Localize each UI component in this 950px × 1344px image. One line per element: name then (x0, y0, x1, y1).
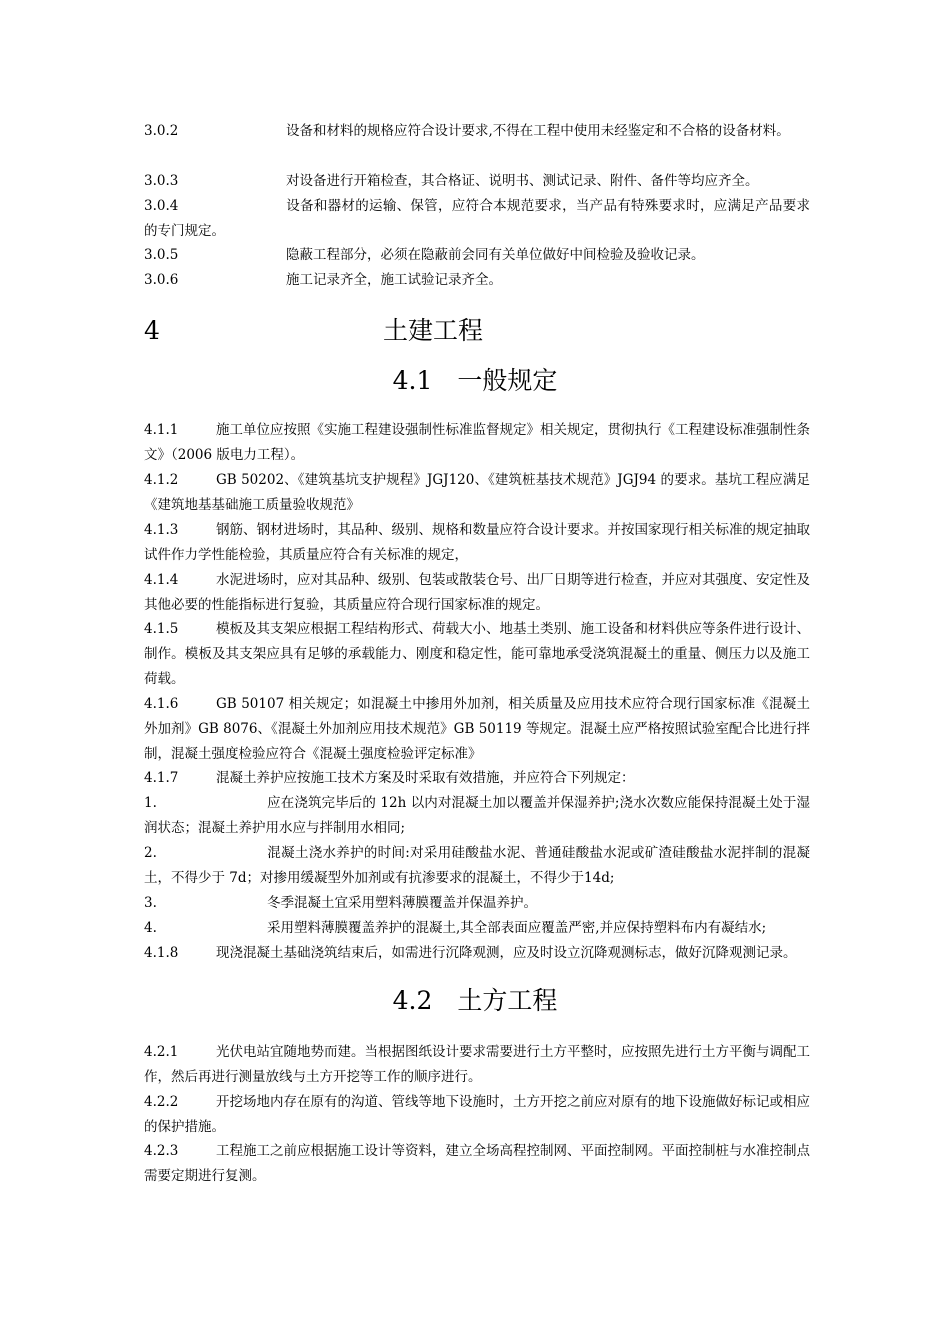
list-number: 3. (144, 895, 157, 911)
clause-3-0-6 (144, 268, 810, 293)
clause-text: 设备和器材的运输、保管，应符合本规范要求，当产品有特殊要求时，应满足产品要求的专门规定。 (144, 198, 810, 239)
list-number: 2. (144, 845, 157, 861)
clause-4-1-6 (144, 692, 810, 767)
list-item-3 (144, 891, 810, 916)
clause-text: 施工单位应按照《实施工程建设强制性标准监督规定》相关规定，贯彻执行《工程建设标准强制性条文》（2006 版电力工程）。 (144, 422, 810, 463)
clause-number: 4.1.3 (144, 522, 179, 538)
clause-number: 4.1.5 (144, 621, 179, 637)
clause-text: 钢筋、钢材进场时，其品种、级别、规格和数量应符合设计要求。并按国家现行相关标准的规定抽取试件作力学性能检验，其质量应符合有关标准的规定， (144, 522, 810, 563)
clause-number: 4.2.3 (144, 1143, 179, 1159)
clause-number: 4.1.1 (144, 422, 179, 438)
clause-4-2-1 (144, 1040, 810, 1090)
section-title-4-2: 4.2 土方工程 (392, 986, 558, 1015)
clause-number: 3.0.6 (144, 272, 179, 288)
clause-3-0-3 (144, 169, 810, 194)
list-text: 采用塑料薄膜覆盖养护的混凝土,其全部表面应覆盖严密,并应保持塑料布内有凝结水; (267, 920, 767, 936)
list-number: 4. (144, 920, 157, 936)
clause-text: 水泥进场时，应对其品种、级别、包装或散装仓号、出厂日期等进行检查，并应对其强度、安定性及其他必要的性能指标进行复验，其质量应符合现行国家标准的规定。 (144, 572, 810, 613)
clause-3-0-5 (144, 243, 810, 268)
list-number: 1. (144, 795, 157, 811)
clause-number: 4.2.2 (144, 1094, 179, 1110)
clause-text: GB 50202、《建筑基坑支护规程》JGJ120、《建筑桩基技术规范》JGJ94 的要求。基坑工程应满足《建筑地基基础施工质量验收规范》 (144, 472, 810, 513)
clause-number: 4.2.1 (144, 1044, 179, 1060)
clause-text: 光伏电站宜随地势而建。当根据图纸设计要求需要进行土方平整时，应按照先进行土方平衡与调配工作，然后再进行测量放线与土方开挖等工作的顺序进行。 (144, 1044, 810, 1085)
list-item-1 (144, 791, 810, 841)
list-text: 冬季混凝土宜采用塑料薄膜覆盖并保温养护。 (267, 895, 537, 911)
clause-text: 隐蔽工程部分，必须在隐蔽前会同有关单位做好中间检验及验收记录。 (286, 247, 705, 263)
clause-text: 设备和材料的规格应符合设计要求,不得在工程中使用未经鉴定和不合格的设备材料。 (286, 123, 790, 139)
clause-text: 施工记录齐全，施工试验记录齐全。 (286, 272, 502, 288)
clause-text: 模板及其支架应根据工程结构形式、荷载大小、地基土类别、施工设备和材料供应等条件进行设计、制作。模板及其支架应具有足够的承载能力、刚度和稳定性，能可靠地承受浇筑混凝土的重量、侧压力以及施工荷载。 (144, 621, 810, 687)
chapter-number: 4 (144, 316, 160, 345)
clause-number: 3.0.5 (144, 247, 179, 263)
clause-number: 4.1.8 (144, 945, 179, 961)
clause-number: 4.1.6 (144, 696, 179, 712)
list-text: 应在浇筑完毕后的 12h 以内对混凝土加以覆盖并保湿养护;浇水次数应能保持混凝土处于湿润状态；混凝土养护用水应与拌制用水相同; (144, 795, 810, 836)
clause-text: 对设备进行开箱检查，其合格证、说明书、测试记录、附件、备件等均应齐全。 (286, 173, 759, 189)
clause-text: 工程施工之前应根据施工设计等资料，建立全场高程控制网、平面控制网。平面控制桩与水准控制点需要定期进行复测。 (144, 1143, 810, 1184)
chapter-title: 土建工程 (383, 316, 484, 345)
clause-3-0-4 (144, 194, 810, 244)
clause-number: 4.1.7 (144, 770, 179, 786)
list-text: 混凝土浇水养护的时间:对采用硅酸盐水泥、普通硅酸盐水泥或矿渣硅酸盐水泥拌制的混凝土，不得少于 7d；对掺用缓凝型外加剂或有抗渗要求的混凝土，不得少于14d; (144, 845, 810, 886)
list-item-2 (144, 841, 810, 891)
clause-text: 现浇混凝土基础浇筑结束后，如需进行沉降观测，应及时设立沉降观测标志，做好沉降观测记录。 (216, 945, 797, 961)
clause-4-1-1 (144, 418, 810, 468)
clause-4-1-7 (144, 766, 810, 791)
clause-number: 3.0.4 (144, 198, 179, 214)
clause-number: 4.1.2 (144, 472, 179, 488)
clause-number: 3.0.3 (144, 173, 179, 189)
clause-4-2-2 (144, 1090, 810, 1140)
clause-3-0-2 (144, 119, 810, 144)
list-item-4 (144, 916, 810, 941)
clause-text: 开挖场地内存在原有的沟道、管线等地下设施时，土方开挖之前应对原有的地下设施做好标记或相应的保护措施。 (144, 1094, 810, 1135)
clause-text: GB 50107 相关规定；如混凝土中掺用外加剂，相关质量及应用技术应符合现行国家标准《混凝土外加剂》GB 8076、《混凝土外加剂应用技术规范》GB 50119 等规定。混凝土应严格按照试验室配合比进行拌制，混凝土强度检验应符合《混凝土强度检验评定标准》 (144, 696, 810, 762)
clause-4-1-4 (144, 568, 810, 618)
clause-4-2-3 (144, 1139, 810, 1189)
clause-4-1-8 (144, 941, 810, 966)
clause-4-1-5 (144, 617, 810, 692)
clause-text: 混凝土养护应按施工技术方案及时采取有效措施，并应符合下列规定： (216, 770, 635, 786)
clause-number: 4.1.4 (144, 572, 179, 588)
clause-4-1-3 (144, 518, 810, 568)
clause-4-1-2 (144, 468, 810, 518)
section-title-4-1: 4.1 一般规定 (392, 366, 558, 395)
clause-number: 3.0.2 (144, 123, 179, 139)
